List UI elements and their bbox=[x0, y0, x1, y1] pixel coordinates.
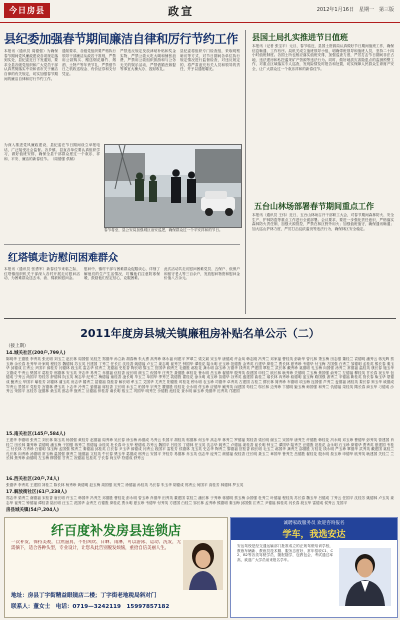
ad-store-name: 纤百度补发房县连锁店 bbox=[50, 524, 181, 539]
right-article-1-body: 本报讯（记者 张宝平）元旦、春节临近，县国土资源局认真做好节日期间值班工作，确保信息畅通、工作有序。局机关成立值班领导小组，明确带班领导和值班人员，坚持二十四小时值班制度。各国土所也相应落实值班安排，加强巡查力度，严厉打击节日期间非法占地、违法建房和私挖滥采矿产资源等违法行为。同时，做好地质灾害隐患点的监测预警工作，对重点区域落实专人巡查，发现险情及时报告和处置，切实保障人民群众生命财产安全，让广大群众过一个欢乐祥和的新春佳节。 bbox=[252, 44, 394, 71]
instructor-portrait-icon bbox=[339, 548, 391, 606]
notice-section-label: 15.南关社区(145户,584人) bbox=[6, 432, 66, 437]
ad-contact: 联系人：董女士 电话：0719—3242119 15997857182 bbox=[11, 604, 170, 610]
right-headline-2: 五台山林场部署春节期间重点工作 bbox=[254, 202, 374, 211]
hair-salon-ad bbox=[4, 517, 228, 618]
masthead bbox=[0, 0, 400, 23]
ad-instructor-photo bbox=[339, 548, 391, 606]
main-article-column: 县纪委将组织专门检查组，采取明察暗访等方式，对节日期间各单位执行规定情况进行监督检查，对违反规定的，将严肃追究有关人员和领导的责任，并予以通报曝光。 bbox=[180, 49, 240, 72]
main-headline: 县纪委加强春节期间廉洁自律和厉行节约工作 bbox=[4, 32, 239, 46]
issue-weekday: 星期一 bbox=[358, 7, 374, 13]
right-headline-1: 县国土局扎实推进节日值班 bbox=[252, 33, 348, 42]
ad-body: 安达驾校是经交通运输部门批准成立的正规驾驶培训学校，教练车辆新、教练员技术精、服务态度好，常年招收C1、C2、B2等各类驾驶学员，随报随学，包教包会，考试通过率高，欢迎广大学员前来报名学车。 bbox=[237, 544, 333, 562]
second-headline: 红塔镇走访慰问困难群众 bbox=[8, 253, 118, 264]
notice-section-label: 17.解放街社区(61户,238人) bbox=[6, 490, 67, 495]
page-label: 第三版 bbox=[378, 7, 394, 13]
public-notice bbox=[4, 318, 396, 515]
main-article-column: 为深入推进党风廉政建设，县纪委在节日期间设立举报电话，广泛接受社会监督。各乡镇、县直各单位要认真组织学习，做好值班安排，确保全县干部群众度过一个欢乐、祥和、平安、廉洁的新春佳节。（周德强 供稿） bbox=[4, 143, 100, 161]
right-article-2-body: 本报讯（通讯员 王伟）近日，五台山林场召开干部职工大会，对春节期间森林防火、安全生产、护林防盗等重点工作进行全面部署。会议要求，要进一步强化责任意识，严格落实森林防火责任制，加强火源管控，严禁在林区野外用火；加强值班值守，确保通讯畅通；加大巡山护林力度，严厉打击乱砍滥伐等违法行为，确保林区安全稳定。 bbox=[252, 213, 394, 231]
right-column bbox=[245, 30, 396, 314]
main-article-column: 通知要求，各级党组织要严格执行领导干部廉洁从政若干准则，严禁用公款购买、赠送烟花爆竹、烟酒、土特产等年货节礼，严禁借节日之机收送现金、有价证券和支付凭证。 bbox=[62, 49, 116, 76]
newspaper-logo: 今日房县 bbox=[4, 3, 50, 18]
police-patrol-photo bbox=[105, 145, 241, 227]
notice-name-list: 王建华 李德明 张秀兰 刘长林 陈玉英 杨国强 黄桂芳 赵德福 周秀珍 吴长春 徐玉梅 孙德成 马秀云 朱国平 胡桂英 郭德林 何玉华 高志华 林秀兰 罗德福 郑桂香 梁长明 谢玉兰 宋国华 唐秀芝 许德胜 韩桂花 冯永明 邓玉珍 曹德华 彭秀英 曾建国 肖桂兰 田长林 董秀珍 袁德明 潘玉梅 于国强 蒋秀兰 蔡德福 余桂英 杜长春 叶玉华 程德成 苏秀云 魏国平 吕桂芳 丁德林 任玉英 沈志华 姚秀兰 卢德福 姜桂香 崔长明 钟玉兰 谭国华 陆秀芝 汪德胜 范桂花 金永明 石玉珍 廖德华 贾秀英 夏建国 韦桂兰 付长林 方秀珍 白德明 邹玉梅 孟国强 熊秀兰 秦德福 邱桂英 江长春 尹玉华 薛德成 闫秀云 段国平 雷桂芳 侯德林 龙玉英 史志华 陶秀兰 黎德福 贺桂香 顾长明 毛玉兰 郝国华 龚秀芝 邵德胜 万桂花 钱永明 严玉珍 覃德华 武秀英 戴建国 莫桂兰 孔长林 向秀珍 汤德明 常玉梅 温国强 康秀兰 施德福 文桂英 牛长春 樊玉华 葛德成 邢秀云 安国平 齐桂芳 易德林 乔玉英 伍志华 庞秀兰 颜德福 倪桂香 庄长明 聂玉兰 章国华 鲁秀芝 岳德胜 翟桂花 殷永明 詹玉珍 申德华 欧秀英 耿建国 关桂兰 兰长林 焦秀珍 俞德明 左玉梅 柳国强 甘秀兰 祝德福 包桂英 宁长春 尚玉华 符德成 舒秀云 bbox=[6, 438, 394, 461]
second-article-column: 本报讯（通讯员 张勇军）新春佳节来临之际，红塔镇组织机关干部深入各村开展走访慰问活动，为困难群众送去米、油、棉被和慰问金。 bbox=[4, 267, 80, 281]
ad-model-photo bbox=[183, 540, 223, 590]
notice-section-label: 16.西关社区(20户,74人) bbox=[6, 477, 60, 482]
second-article-column: 此次活动共走访慰问困难党员、五保户、低保户和留守老人等三百余户，发放慰问物资和慰问金价值八万余元。 bbox=[164, 267, 240, 281]
model-portrait-icon bbox=[183, 540, 223, 590]
ad-top-line: 诚聘家政服务员 欢迎咨询报名 bbox=[283, 521, 345, 526]
notice-intro: （接上期） bbox=[6, 344, 29, 349]
notice-section-label: 房县城关镇(54户,204人) bbox=[6, 508, 59, 513]
photo-caption: 春节将至，县公安局加强城区治安巡逻，确保群众过一个平安祥和的节日。 bbox=[104, 228, 223, 232]
driving-school-ad bbox=[230, 517, 398, 618]
issue-date: 2012年1月16日 bbox=[316, 7, 354, 13]
second-article bbox=[4, 244, 240, 315]
notice-name-list: 陈明华 王德胜 李秀英 张光明 刘玉兰 赵长林 周国强 吴桂芝 郑德华 孙立新 胡春梅 朱大勇 高秀珍 林永福 何建平 罗翠兰 梁文斌 宋玉华 唐德成 许金凤 韩志刚 冯秀兰 邓家福 曹桂英 彭新华 曾凡林 萧玉梅 田志强 董桂兰 袁德明 潘秀云 蒋光辉 蔡玉珍 余长春 杜秀华 叶家明 程桂芳 魏德林 苏玉英 吕建国 丁秀兰 任长江 沈桂香 姚德福 卢玉兰 姜志明 崔秀芝 钟国华 谭桂花 陆永明 汪玉珍 范德胜 金秀英 石建华 廖桂兰 贾长林 夏秀珍 韦德华 付玉梅 方国强 白秀兰 邹德明 孟桂英 熊长春 秦玉华 邱德成 江秀云 尹国平 薛桂芳 闫德林 段玉英 雷志华 侯秀兰 龙德福 史桂香 陶长明 黎玉兰 贺国华 顾秀芝 毛德胜 郝桂花 龚永明 邵玉珍 万德华 钱秀英 严建国 覃桂兰 武长林 戴秀珍 莫德明 孔玉梅 向国强 汤秀兰 常德福 温桂英 康长春 施玉华 文德成 牛秀云 樊国平 葛桂芳 邢德林 安玉英 齐志华 易秀兰 乔德福 伍桂香 庞长明 颜玉兰 倪国华 庄秀芝 聂德胜 章桂花 鲁永明 岳玉珍 翟德华 殷秀英 詹建国 申桂兰 欧长林 耿秀珍 关德明 兰玉梅 焦国强 俞秀兰 左德福 柳桂英 甘长春 祝玉华 包德成 宁秀云 尚国平 符桂芳 舒德林 阮玉英 柯志华 纪秀兰 梅德福 童桂香 凌长明 毕玉兰 单国华 季秀芝 裴德胜 霍桂花 涂永明 成玉珍 苗德华 谷秀英 盛建国 曲桂兰 翁长林 冉秀珍 骆德明 蓝玉梅 路国强 游秀兰 辛德福 靳桂英 管长春 柴玉华 蒙德成 鲍秀云 华国平 喻桂芳 祁德林 蒲玉英 房志华 滕秀兰 屈德福 饶桂香 解长明 牟玉兰 艾国华 尤秀芝 阳德胜 时桂花 穆永明 农玉珍 司德华 卓秀英 古建国 吉桂兰 缪长林 简秀珍 车德明 项玉梅 连国强 芦秀兰 麦德福 褚桂英 娄长春 窦玉华 戚德成 岑秀云 景国平 党桂芳 宫德林 费玉英 卜志华 冷秀兰 晏德福 席桂香 卫长明 米玉兰 柏国华 宗秀芝 瞿德胜 桂桂花 全永明 佟玉珍 应德华 臧秀英 闵建国 苟桂兰 邬长林 边秀珍 卞德明 姬玉梅 师国强 和秀兰 仇德福 栾桂英 隋长春 商玉华 刁德成 沙秀云 荣国平 巫桂芳 寇德林 桑玉英 郎志华 甄秀兰 丛德福 仲桂香 虞长明 敖玉兰 巩国华 明秀芝 佘德胜 池桂花 查永明 麻玉珍 苑德华 迟秀英 邝建国 bbox=[6, 357, 394, 394]
ad-address: 地址：房县丁字街精益眼镜店二楼；丁字街老地税局斜对门 bbox=[11, 593, 157, 599]
main-article-column: 本报讯（通讯员 周德强）为确保春节期间党风廉政建设各项规定落到实处，县纪委近日下发通知，要求全县各级党组织和广大党员干部认真贯彻落实中央和省市关于廉洁自律的有关规定，切实加强春节期间的廉洁自律和厉行节约工作。 bbox=[4, 49, 58, 81]
dateline bbox=[312, 6, 394, 13]
ad-description: 一次补发，保持美观，自然逼真，不怕风吹、日晒、雨淋，可以游泳、运动、洗发，无需摘下，适合各种头型，专业设计，让您从此告别脱发烦恼，重拾自信美丽人生。 bbox=[11, 540, 181, 551]
ad-title: 学车，我选安达 bbox=[282, 530, 346, 540]
news-photo-police-patrol bbox=[104, 144, 242, 228]
main-article-column: 严禁违反规定发放津贴补贴和奖金实物，严禁公款大吃大喝和铺张浪费，严禁用公款组织旅游和与公务无关的娱乐活动，严禁借婚丧嫁娶等事宜大操大办、敛财收礼。 bbox=[120, 49, 176, 72]
notice-title: 2011年度房县城关镇廉租房补贴名单公示（二） bbox=[80, 327, 320, 340]
second-article-column: 慰问中，镇村干部与困难群众促膝谈心，详细了解他们的生产生活情况，叮嘱他们注意防寒保暖，鼓励他们坚定信心，克服困难。 bbox=[84, 267, 160, 281]
notice-name-list: 张德华 李秀英 王建国 刘桂兰 陈长林 杨秀珍 黄德明 赵玉梅 周国强 吴秀兰 徐德福 孙桂英 马长春 朱玉华 胡德成 郭秀云 何国平 高桂芳 林德林 罗玉英 bbox=[6, 483, 244, 487]
section-title: 政宣 bbox=[168, 5, 194, 18]
notice-name-list: 郑志华 梁秀兰 谢德福 宋桂香 唐长明 许玉兰 韩国华 冯秀芝 邓德胜 曹桂花 彭永明 曾玉珍 肖德华 田秀英 董建国 袁桂兰 潘长林 于秀珍 蒋德明 蔡玉梅 余国强 杜秀兰 叶德福 程桂英 苏长春 魏玉华 吕德成 丁秀云 任国平 沈桂芳 姚德林 卢玉英 姜志华 崔秀兰 钟德福 谭桂香 陆长明 汪玉兰 范国华 金秀芝 石德胜 廖桂花 贾永明 夏玉珍 韦德华 付秀英 方建国 白桂兰 邹长林 孟秀珍 熊德明 秦玉梅 邱国强 江秀兰 尹德福 薛桂英 闫长春 段玉华 雷德成 侯秀云 龙国平 bbox=[6, 496, 394, 505]
main-article bbox=[4, 30, 240, 242]
notice-section-label: 14.城关社区(200户,799人) bbox=[6, 351, 66, 356]
